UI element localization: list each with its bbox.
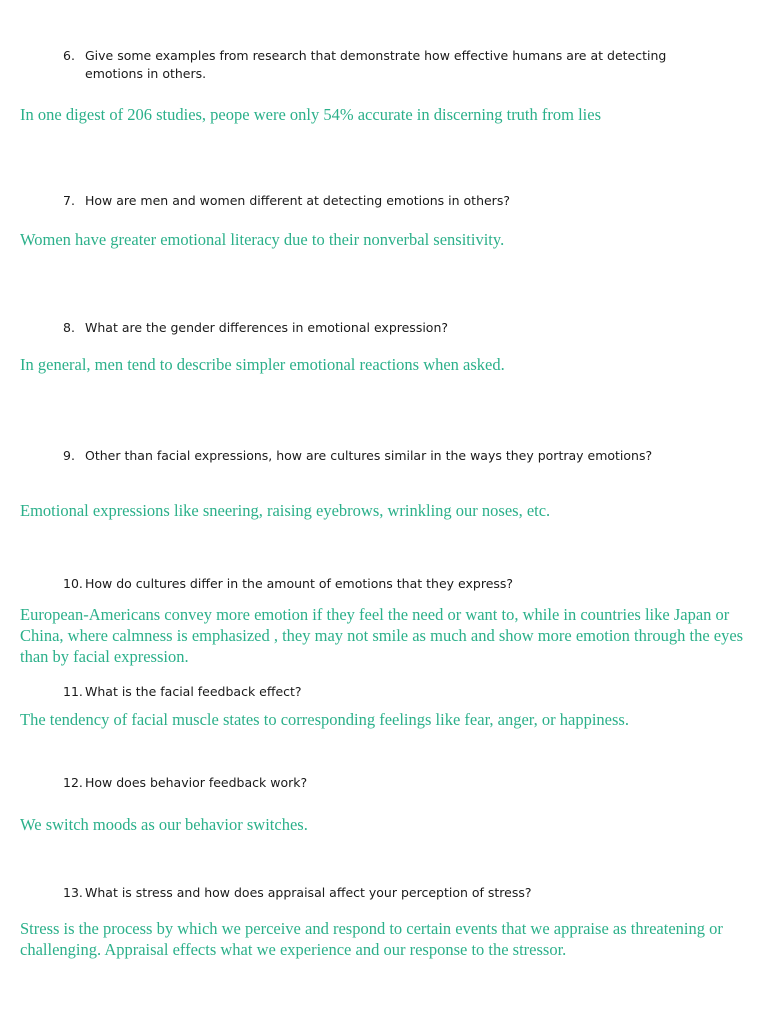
question-9	[63, 447, 703, 465]
answer-12: We switch moods as our behavior switches.	[20, 815, 308, 834]
answer-13: Stress is the process by which we perceive and respond to certain events that we appraise as threatening or challenging. Appraisal effects what we experience and our response to the stressor.	[20, 919, 723, 959]
question-number: 10.	[63, 576, 83, 591]
question-text: What is stress and how does appraisal affect your perception of stress?	[85, 885, 532, 900]
question-text: How do cultures differ in the amount of emotions that they express?	[85, 576, 514, 591]
question-text: Give some examples from research that demonstrate how effective humans are at detecting emotions in others.	[85, 48, 667, 81]
question-number: 7.	[63, 193, 75, 208]
question-11	[63, 683, 703, 701]
question-text: What are the gender differences in emotional expression?	[85, 320, 449, 335]
question-text: What is the facial feedback effect?	[85, 684, 302, 699]
question-text: How are men and women different at detecting emotions in others?	[85, 193, 510, 208]
question-number: 12.	[63, 775, 83, 790]
answer-11: The tendency of facial muscle states to corresponding feelings like fear, anger, or happiness.	[20, 710, 629, 729]
answer-7: Women have greater emotional literacy due to their nonverbal sensitivity.	[20, 230, 505, 249]
answer-10: European-Americans convey more emotion if they feel the need or want to, while in countries like Japan or China, where calmness is emphasized , they may not smile as much and show more emotion through the eyes than by facial expression.	[20, 605, 744, 666]
question-number: 8.	[63, 320, 75, 335]
question-text: Other than facial expressions, how are cultures similar in the ways they portray emotions?	[85, 448, 653, 463]
answer-8: In general, men tend to describe simpler emotional reactions when asked.	[20, 355, 505, 374]
question-number: 13.	[63, 885, 83, 900]
question-10	[63, 575, 703, 593]
question-number: 6.	[63, 48, 75, 63]
question-7	[63, 192, 703, 210]
question-13	[63, 884, 703, 902]
question-text: How does behavior feedback work?	[85, 775, 308, 790]
question-number: 11.	[63, 684, 83, 699]
answer-9: Emotional expressions like sneering, raising eyebrows, wrinkling our noses, etc.	[20, 501, 551, 520]
question-6	[63, 47, 703, 83]
answer-6: In one digest of 206 studies, peope were only 54% accurate in discerning truth from lies	[20, 105, 602, 124]
question-number: 9.	[63, 448, 75, 463]
question-8	[63, 319, 703, 337]
question-12	[63, 774, 703, 792]
